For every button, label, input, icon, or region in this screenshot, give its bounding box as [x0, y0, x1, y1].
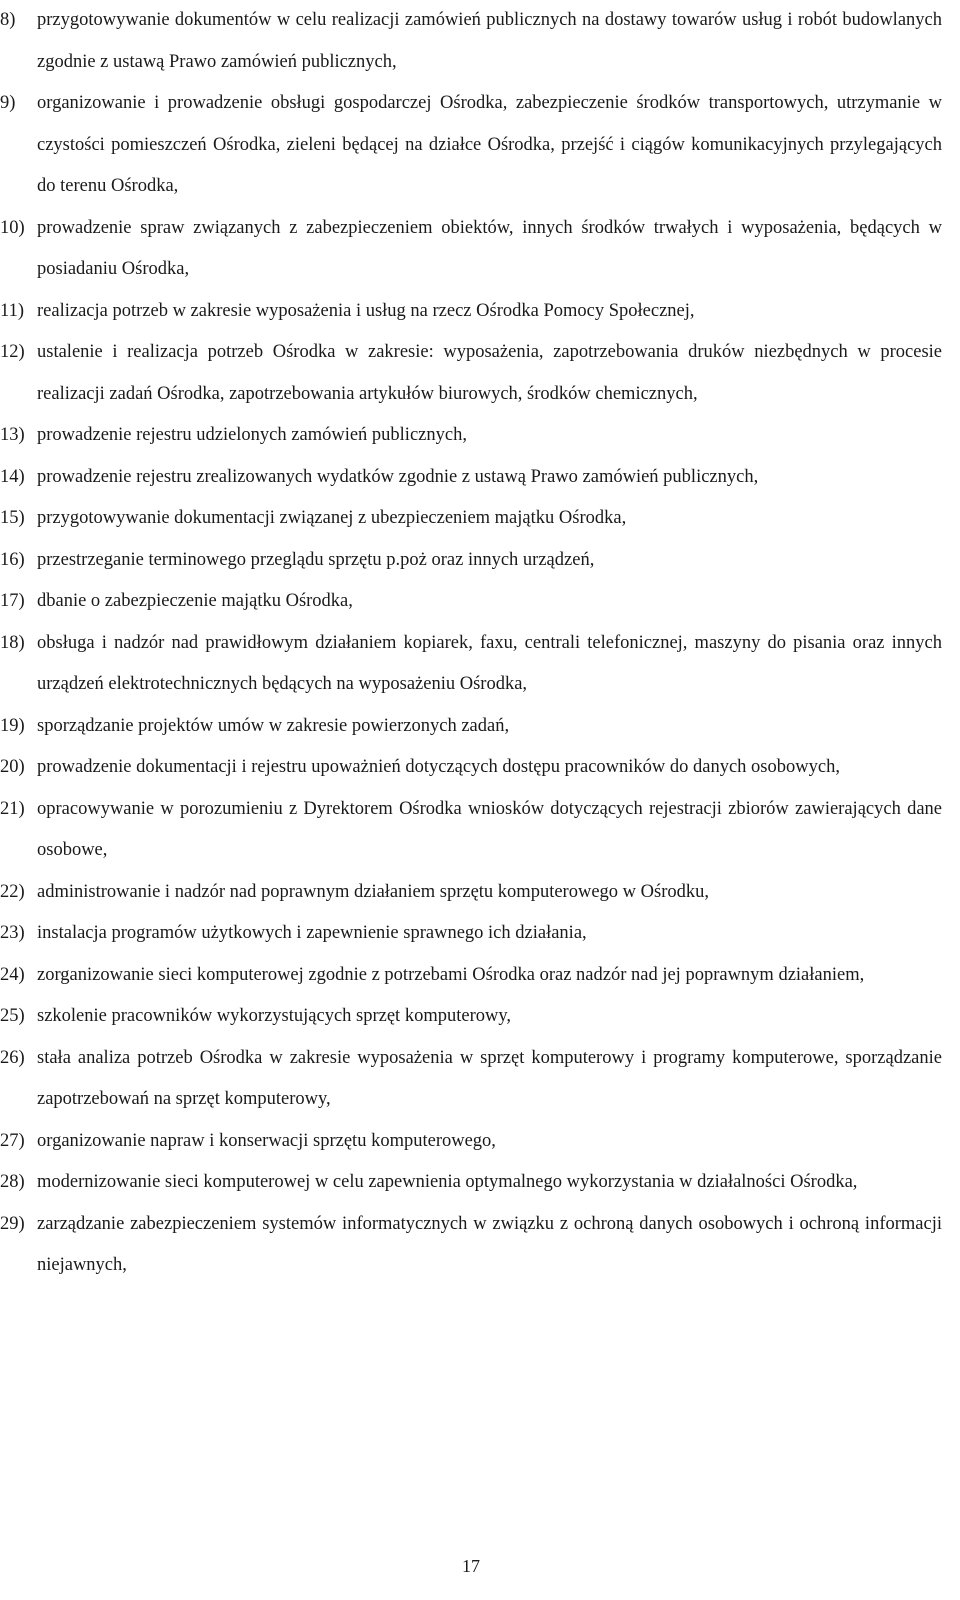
list-item-text: organizowanie i prowadzenie obsługi gospodarczej Ośrodka, zabezpieczenie środków transportowych, utrzymanie w czystości pomieszczeń Ośrodka, zieleni będącej na działce Ośrodka, przejść i ciągów komunikacyjnych przylegających do terenu Ośrodka,: [37, 93, 942, 196]
list-item-number: 12): [0, 342, 25, 362]
list-item: [0, 332, 942, 415]
list-item: [0, 623, 942, 706]
list-item: [0, 996, 942, 1038]
list-item: [0, 872, 942, 914]
list-item-number: 26): [0, 1047, 25, 1068]
list-item-number: 21): [0, 798, 25, 819]
list-item-text: prowadzenie dokumentacji i rejestru upoważnień dotyczących dostępu pracowników do danych osobowych,: [37, 757, 840, 777]
list-item: [0, 415, 942, 457]
list-item-number: 20): [0, 757, 25, 777]
list-item-text: przestrzeganie terminowego przeglądu sprzętu p.poż oraz innych urządzeń,: [37, 549, 595, 570]
page-number: 17: [462, 1556, 480, 1576]
list-item-number: 11): [0, 300, 24, 321]
list-item-text: obsługa i nadzór nad prawidłowym działaniem kopiarek, faxu, centrali telefonicznej, maszyny do pisania oraz innych urządzeń elektrotechnicznych będących na wyposażeniu Ośrodka,: [37, 632, 942, 694]
list-item: [0, 747, 942, 789]
list-item-number: 25): [0, 1006, 25, 1026]
list-item: [0, 540, 942, 582]
list-item-number: 28): [0, 1172, 25, 1192]
list-item-text: przygotowywanie dokumentacji związanej z ubezpieczeniem majątku Ośrodka,: [37, 508, 627, 528]
list-item-text: prowadzenie spraw związanych z zabezpieczeniem obiektów, innych środków trwałych i wyposażenia, będących w posiadaniu Ośrodka,: [37, 217, 942, 279]
list-item: [0, 1121, 942, 1163]
list-item-number: 14): [0, 466, 25, 487]
list-item: [0, 208, 942, 291]
list-item: [0, 581, 942, 623]
list-item-number: 19): [0, 715, 25, 736]
list-item: [0, 83, 942, 208]
list-item-text: instalacja programów użytkowych i zapewnienie sprawnego ich działania,: [37, 923, 587, 943]
list-item-text: zorganizowanie sieci komputerowej zgodnie z potrzebami Ośrodka oraz nadzór nad jej poprawnym działaniem,: [37, 964, 865, 985]
list-item-number: 27): [0, 1130, 25, 1151]
list-item-text: sporządzanie projektów umów w zakresie powierzonych zadań,: [37, 715, 510, 736]
list-item-number: 22): [0, 881, 25, 902]
list-item-text: szkolenie pracowników wykorzystujących sprzęt komputerowy,: [37, 1006, 512, 1026]
list-item: [0, 1038, 942, 1121]
list-item: [0, 706, 942, 748]
list-item-text: realizacja potrzeb w zakresie wyposażenia i usług na rzecz Ośrodka Pomocy Społecznej,: [37, 300, 695, 321]
list-item: [0, 291, 942, 333]
list-item-number: 15): [0, 508, 25, 528]
list-item: [0, 498, 942, 540]
list-item-text: modernizowanie sieci komputerowej w celu zapewnienia optymalnego wykorzystania w działalności Ośrodka,: [37, 1172, 858, 1192]
list-item: [0, 1204, 942, 1287]
list-item-number: 13): [0, 425, 25, 445]
list-item-text: dbanie o zabezpieczenie majątku Ośrodka,: [37, 591, 353, 611]
list-item-text: przygotowywanie dokumentów w celu realizacji zamówień publicznych na dostawy towarów usług i robót budowlanych zgodnie z ustawą Prawo zamówień publicznych,: [37, 10, 942, 72]
list-item-text: prowadzenie rejestru zrealizowanych wydatków zgodnie z ustawą Prawo zamówień publicznych,: [37, 466, 759, 487]
list-item: [0, 0, 942, 83]
list-item-number: 8): [0, 10, 16, 30]
list-item-text: prowadzenie rejestru udzielonych zamówień publicznych,: [37, 425, 467, 445]
list-item-number: 17): [0, 591, 25, 611]
list-item: [0, 457, 942, 499]
list-item-number: 16): [0, 549, 25, 570]
list-item-number: 18): [0, 632, 25, 653]
list-item-number: 9): [0, 93, 16, 113]
list-item: [0, 913, 942, 955]
list-item-text: stała analiza potrzeb Ośrodka w zakresie wyposażenia w sprzęt komputerowy i programy komputerowe, sporządzanie zapotrzebowań na sprzęt komputerowy,: [37, 1047, 942, 1109]
list-item-number: 29): [0, 1213, 25, 1234]
list-item-text: opracowywanie w porozumieniu z Dyrektorem Ośrodka wniosków dotyczących rejestracji zbiorów zawierających dane osobowe,: [37, 798, 942, 860]
list-item: [0, 955, 942, 997]
list-item-number: 23): [0, 923, 25, 943]
list-item: [0, 1162, 942, 1204]
list-item-text: organizowanie napraw i konserwacji sprzętu komputerowego,: [37, 1130, 496, 1151]
list-item-number: 24): [0, 964, 25, 985]
list-item-text: ustalenie i realizacja potrzeb Ośrodka w zakresie: wyposażenia, zapotrzebowania druków niezbędnych w procesie realizacji zadań Ośrodka, zapotrzebowania artykułów biurowych, środków chemicznych,: [37, 342, 942, 404]
list-item-text: administrowanie i nadzór nad poprawnym działaniem sprzętu komputerowego w Ośrodku,: [37, 881, 709, 902]
list-item: [0, 789, 942, 872]
list-item-text: zarządzanie zabezpieczeniem systemów informatycznych w związku z ochroną danych osobowych i ochroną informacji niejawnych,: [37, 1213, 942, 1275]
list-item-number: 10): [0, 217, 25, 238]
